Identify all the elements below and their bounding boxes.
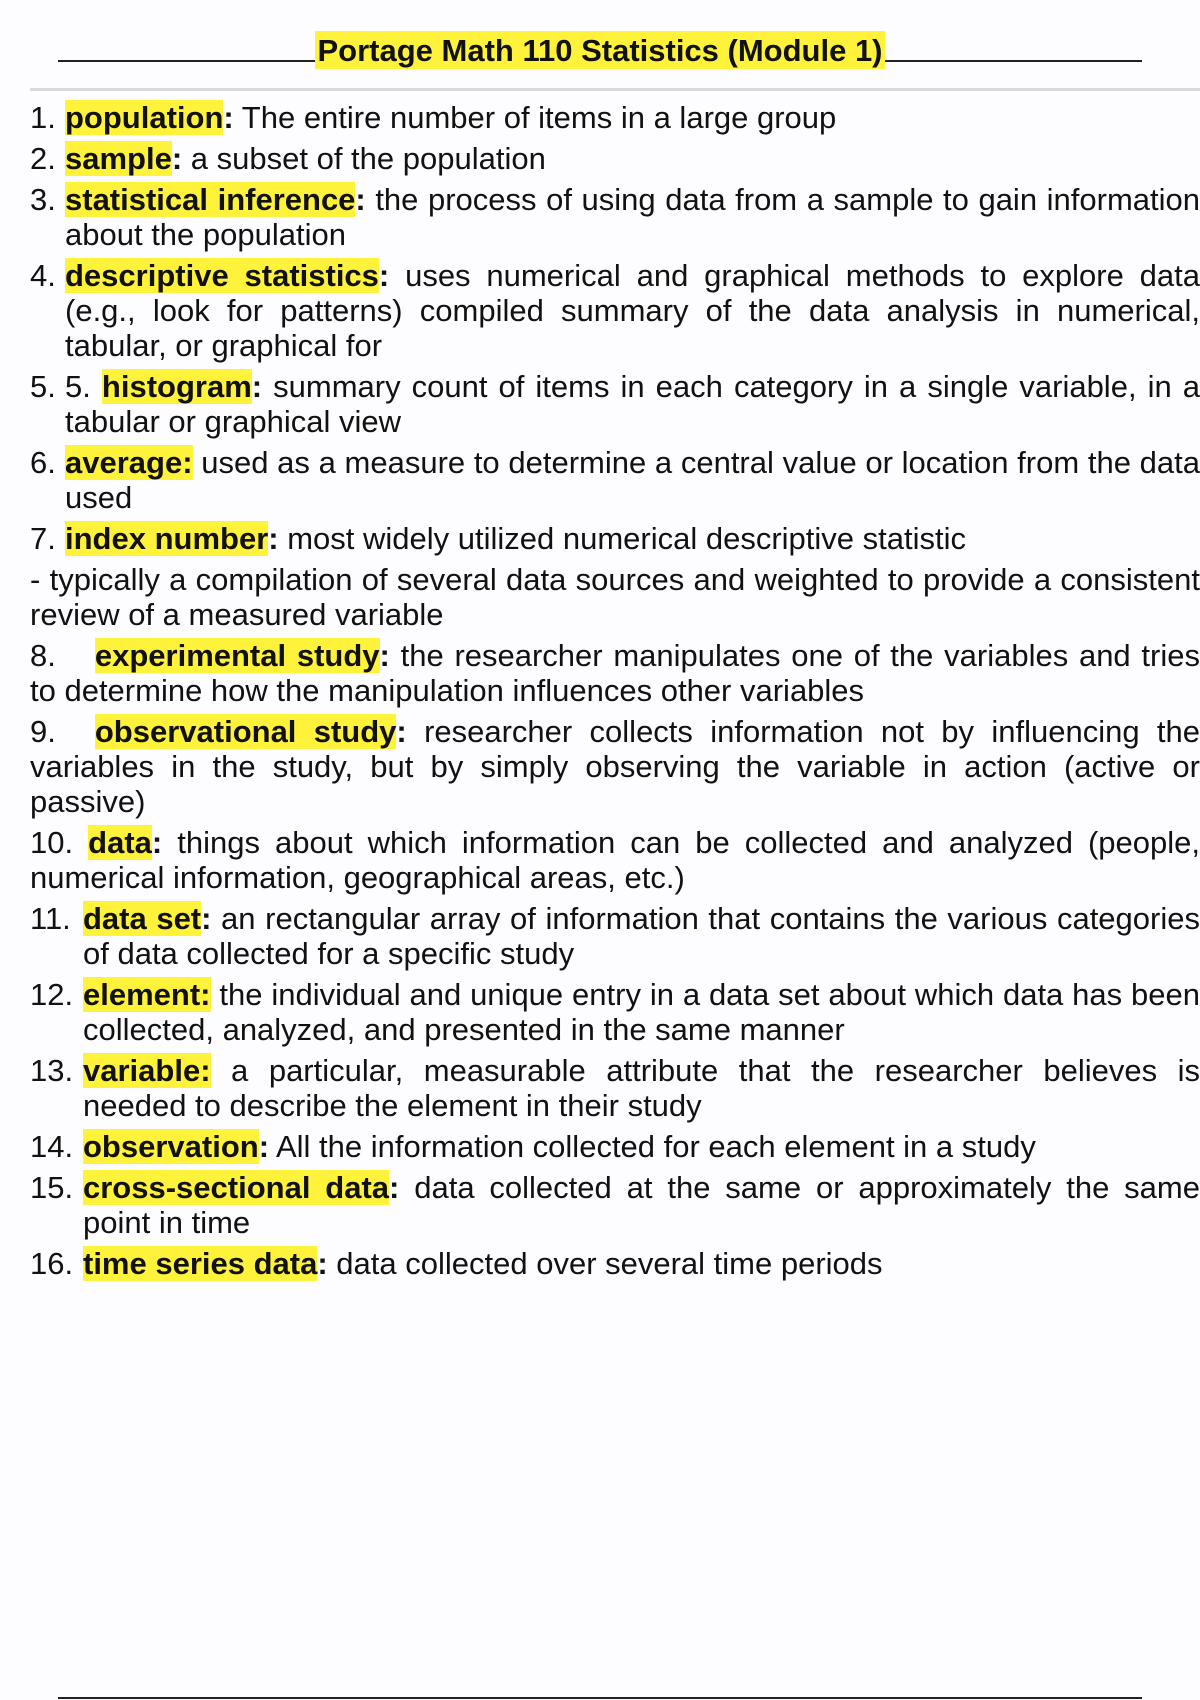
term-highlight xyxy=(83,977,211,1012)
term-colon: : xyxy=(355,182,366,217)
term-text: data set xyxy=(83,901,202,936)
term-colon: : xyxy=(171,141,183,176)
definition-text: data collected at the same or approximately the same point in time xyxy=(83,1170,1200,1240)
term-highlight xyxy=(65,182,355,217)
term-colon: : xyxy=(151,825,163,860)
definition-text: most widely utilized numerical descriptive statistic xyxy=(278,521,966,556)
term-colon: : xyxy=(389,1170,400,1205)
definition-text: uses numerical and graphical methods to explore data (e.g., look for patterns) compiled summary of the data analysis in numerical, tabular, or graphical for xyxy=(65,258,1200,363)
term-text: experimental study xyxy=(94,638,380,673)
definition-text: All the information collected for each element in a study xyxy=(269,1129,1036,1164)
item-content xyxy=(65,141,1200,176)
item-number: 11. xyxy=(30,901,71,936)
definition-item xyxy=(30,100,1200,135)
term-text: data xyxy=(88,825,152,860)
term-colon: : xyxy=(201,901,212,936)
term-highlight xyxy=(83,1129,259,1164)
term-highlight xyxy=(65,445,193,480)
term-text: sample xyxy=(65,141,172,176)
definition-text: data collected over several time periods xyxy=(327,1246,883,1281)
item-content xyxy=(83,1129,1200,1164)
definition-item xyxy=(30,1170,1200,1240)
term-text: cross-sectional data xyxy=(83,1170,390,1205)
term-colon: : xyxy=(396,714,407,749)
definition-item xyxy=(30,521,1200,556)
item-content xyxy=(65,100,1200,135)
item-content xyxy=(83,1053,1200,1123)
title-row xyxy=(58,28,1142,72)
definition-item xyxy=(30,258,1200,363)
item-number: 8. xyxy=(30,638,56,673)
definition-text: an rectangular array of information that contains the various categories of data collected for a specific study xyxy=(83,901,1200,971)
term-text: observational study xyxy=(94,714,397,749)
term-text: index number xyxy=(65,521,269,556)
item-content xyxy=(65,445,1200,515)
item-number: 15. xyxy=(30,1170,74,1205)
term-highlight xyxy=(88,825,152,860)
item-number: 4. xyxy=(30,258,56,293)
item-number: 9. xyxy=(30,714,56,749)
term-highlight xyxy=(65,258,379,293)
term-text: statistical inference xyxy=(65,182,356,217)
term-text: average xyxy=(65,445,183,480)
term-text: histogram xyxy=(101,369,252,404)
term-colon: : xyxy=(200,977,211,1012)
definition-text: researcher collects information not by influencing the variables in the study, but by simply observing the variable in action (active or passive) xyxy=(30,714,1200,819)
definition-item xyxy=(30,141,1200,176)
item-number: 5. xyxy=(30,369,56,404)
term-highlight xyxy=(95,714,397,749)
title-rule-left xyxy=(58,60,315,62)
item-content xyxy=(83,1170,1200,1240)
term-highlight xyxy=(83,901,201,936)
term-colon: : xyxy=(200,1053,211,1088)
definition-item xyxy=(30,977,1200,1047)
item-content xyxy=(83,901,1200,971)
definition-text: things about which information can be collected and analyzed (people, numerical information, geographical areas, etc.) xyxy=(30,825,1200,895)
term-text: element xyxy=(83,977,201,1012)
term-colon: : xyxy=(223,100,234,135)
term-highlight xyxy=(65,100,223,135)
item-number: 13. xyxy=(30,1053,74,1088)
definition-text: the researcher manipulates one of the variables and tries to determine how the manipulation influences other variables xyxy=(30,638,1200,708)
item-content xyxy=(83,977,1200,1047)
definition-text: a particular, measurable attribute that the researcher believes is needed to describe the element in their study xyxy=(83,1053,1200,1123)
item-content xyxy=(65,182,1200,252)
term-text: population xyxy=(65,100,224,135)
definition-text: the process of using data from a sample to gain information about the population xyxy=(65,182,1200,252)
term-colon: : xyxy=(251,369,263,404)
item-number: 7. xyxy=(30,521,56,556)
definition-item xyxy=(30,638,1200,708)
definition-item xyxy=(30,182,1200,252)
definition-item xyxy=(30,1053,1200,1123)
definition-item xyxy=(30,825,1200,895)
definition-item xyxy=(30,901,1200,971)
term-colon: : xyxy=(258,1129,270,1164)
item-content xyxy=(65,258,1200,363)
term-text: observation xyxy=(83,1129,259,1164)
item-content xyxy=(83,1246,1200,1281)
item-content xyxy=(65,369,1200,439)
term-prefix: 5. xyxy=(65,369,102,404)
definition-item xyxy=(30,1246,1200,1281)
term-text: variable xyxy=(83,1053,201,1088)
continuation-paragraph: - typically a compilation of several data sources and weighted to provide a consistent review of a measured variable xyxy=(30,562,1200,632)
term-highlight xyxy=(83,1246,317,1281)
definition-text: summary count of items in each category in a single variable, in a tabular or graphical view xyxy=(65,369,1200,439)
definition-item xyxy=(30,1129,1200,1164)
item-number: 12. xyxy=(30,977,74,1012)
header-separator xyxy=(30,88,1200,91)
term-colon: : xyxy=(379,638,390,673)
term-highlight xyxy=(95,638,380,673)
term-highlight xyxy=(65,521,268,556)
item-number: 6. xyxy=(30,445,56,480)
term-colon: : xyxy=(268,521,279,556)
term-colon: : xyxy=(317,1246,328,1281)
definition-item xyxy=(30,445,1200,515)
item-number: 14. xyxy=(30,1129,74,1164)
definitions-list xyxy=(30,94,1200,1281)
definition-item xyxy=(30,369,1200,439)
page-title: Portage Math 110 Statistics (Module 1) xyxy=(317,33,883,68)
definition-text: the individual and unique entry in a data set about which data has been collected, analyzed, and presented in the same manner xyxy=(83,977,1200,1047)
item-number: 10. xyxy=(30,825,74,860)
item-number: 1. xyxy=(30,100,56,135)
definition-text: a subset of the population xyxy=(182,141,546,176)
item-content xyxy=(65,521,1200,556)
term-highlight xyxy=(83,1170,389,1205)
definition-text: The entire number of items in a large group xyxy=(233,100,837,135)
footer-rule xyxy=(58,1697,1142,1699)
term-text: descriptive statistics xyxy=(65,258,379,293)
term-colon: : xyxy=(378,258,390,293)
term-highlight xyxy=(102,369,252,404)
definition-item xyxy=(30,714,1200,819)
definition-text: used as a measure to determine a central value or location from the data used xyxy=(65,445,1200,515)
term-highlight xyxy=(65,141,172,176)
item-number: 2. xyxy=(30,141,56,176)
item-number: 3. xyxy=(30,182,56,217)
item-number: 16. xyxy=(30,1246,74,1281)
term-colon: : xyxy=(182,445,193,480)
term-text: time series data xyxy=(83,1246,318,1281)
title-rule-right xyxy=(885,60,1142,62)
term-highlight xyxy=(83,1053,211,1088)
